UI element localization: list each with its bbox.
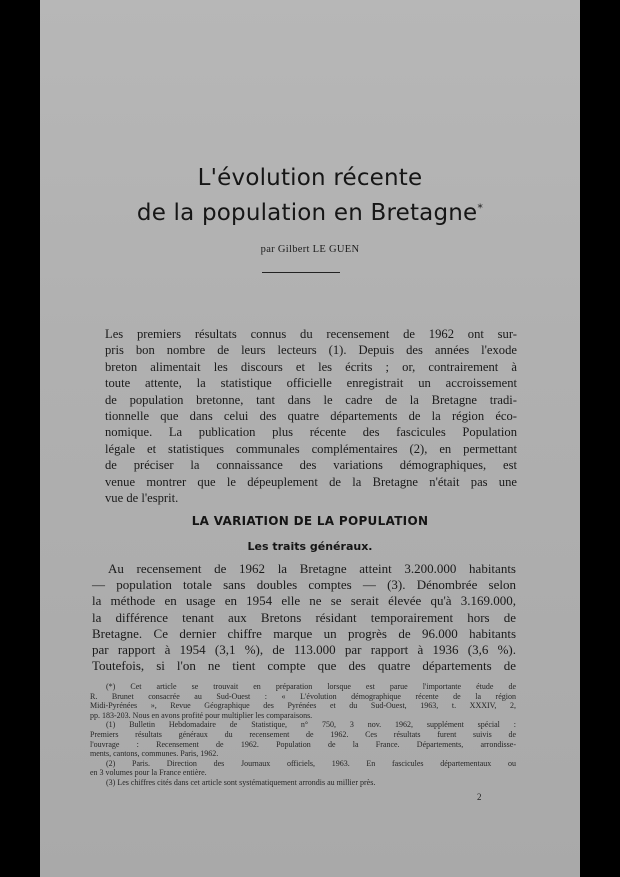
section-heading: LA VARIATION DE LA POPULATION: [191, 514, 429, 528]
intro-line: nomique. La publication plus récente des fascicules Population: [105, 425, 517, 440]
footnote-line: ments, cantons, communes. Paris, 1962.: [90, 749, 219, 759]
footnotes: [90, 682, 516, 788]
footnote-line: l'ouvrage : Recensement de 1962. Population de la France. Départements, arrondisse-: [90, 739, 516, 749]
title-footnote-mark: *: [477, 201, 484, 215]
article-title-text: de la population en Bretagne: [136, 200, 478, 226]
intro-line: venue montrer que le dépeuplement de la Bretagne n'était pas une: [105, 474, 517, 489]
page-number: 2: [477, 792, 482, 802]
intro-line: Les premiers résultats connus du recensement de 1962 ont sur-: [105, 327, 517, 341]
body-line: la différence tenant aux Bretons résidant temporairement hors de: [92, 609, 516, 625]
intro-line: de préciser la connaissance des variations démographiques, est: [105, 458, 517, 473]
footnote-line: (2) Paris. Direction des Journaux officiels, 1963. En fascicules départementaux ou: [106, 758, 516, 768]
body-line: par rapport à 1954 (3,1 %), de 113.000 par rapport à 1936 (3,6 %).: [92, 642, 516, 658]
subsection-heading: Les traits généraux.: [247, 540, 373, 553]
body-line: Bretagne. Ce dernier chiffre marque un progrès de 96.000 habitants: [92, 625, 516, 641]
footnote-line: Midi-Pyrénées », Revue Géographique des Pyrénées et du Sud-Ouest, 1963, t. XXXIV, 2,: [90, 701, 516, 711]
article-title-line-2: [40, 200, 580, 226]
title-divider: [262, 272, 340, 273]
footnote-line: pp. 183-203. Nous en avons profité pour multiplier les comparaisons.: [90, 710, 313, 720]
body-line: — population totale sans doubles comptes — (3). Dénombrée selon: [92, 577, 516, 593]
footnote-line: R. Brunet consacrée au Sud-Ouest : « L'évolution démographique récente de la région: [90, 691, 516, 701]
body-paragraph: [92, 561, 516, 674]
intro-line: pris bon nombre de leurs lecteurs (1). Depuis des années l'exode: [105, 343, 517, 358]
footnote-line: en 3 volumes pour la France entière.: [90, 768, 207, 778]
intro-line: toute attente, la statistique officielle enregistrait un accroissement: [105, 376, 517, 391]
intro-line: breton alimentait les discours et les écrits ; or, contrairement à: [105, 359, 517, 374]
intro-line: tionnelle que dans celui des quatre départements de la région éco-: [105, 409, 517, 424]
article-title-line-1: L'évolution récente: [197, 165, 423, 191]
footnote-line: Premiers résultats généraux du recensement de 1962. Ces résultats furent suivis de: [90, 729, 516, 739]
footnote-line: (3) Les chiffres cités dans cet article sont systématiquement arrondis au millier près.: [106, 777, 376, 787]
scanned-page: [40, 0, 580, 877]
footnote-line: (*) Cet article se trouvait en préparation lorsque est parue l'importante étude de: [106, 682, 516, 691]
intro-line: de population bretonne, tant dans le cadre de la Bretagne tradi-: [105, 392, 517, 407]
intro-line: vue de l'esprit.: [105, 491, 179, 506]
body-line: Toutefois, si l'on ne tient compte que des quatre départements de: [92, 658, 516, 674]
intro-paragraph: [105, 326, 517, 506]
author-byline: par Gilbert LE GUEN: [260, 244, 360, 255]
body-line: Au recensement de 1962 la Bretagne atteint 3.200.000 habitants: [108, 561, 516, 576]
body-line: la méthode en usage en 1954 elle ne se serait élevée qu'à 3.169.000,: [92, 593, 516, 609]
intro-line: légale et statistiques communales complémentaires (2), en permettant: [105, 441, 517, 456]
footnote-line: (1) Bulletin Hebdomadaire de Statistique, n° 750, 3 nov. 1962, supplément spécial :: [106, 720, 516, 730]
